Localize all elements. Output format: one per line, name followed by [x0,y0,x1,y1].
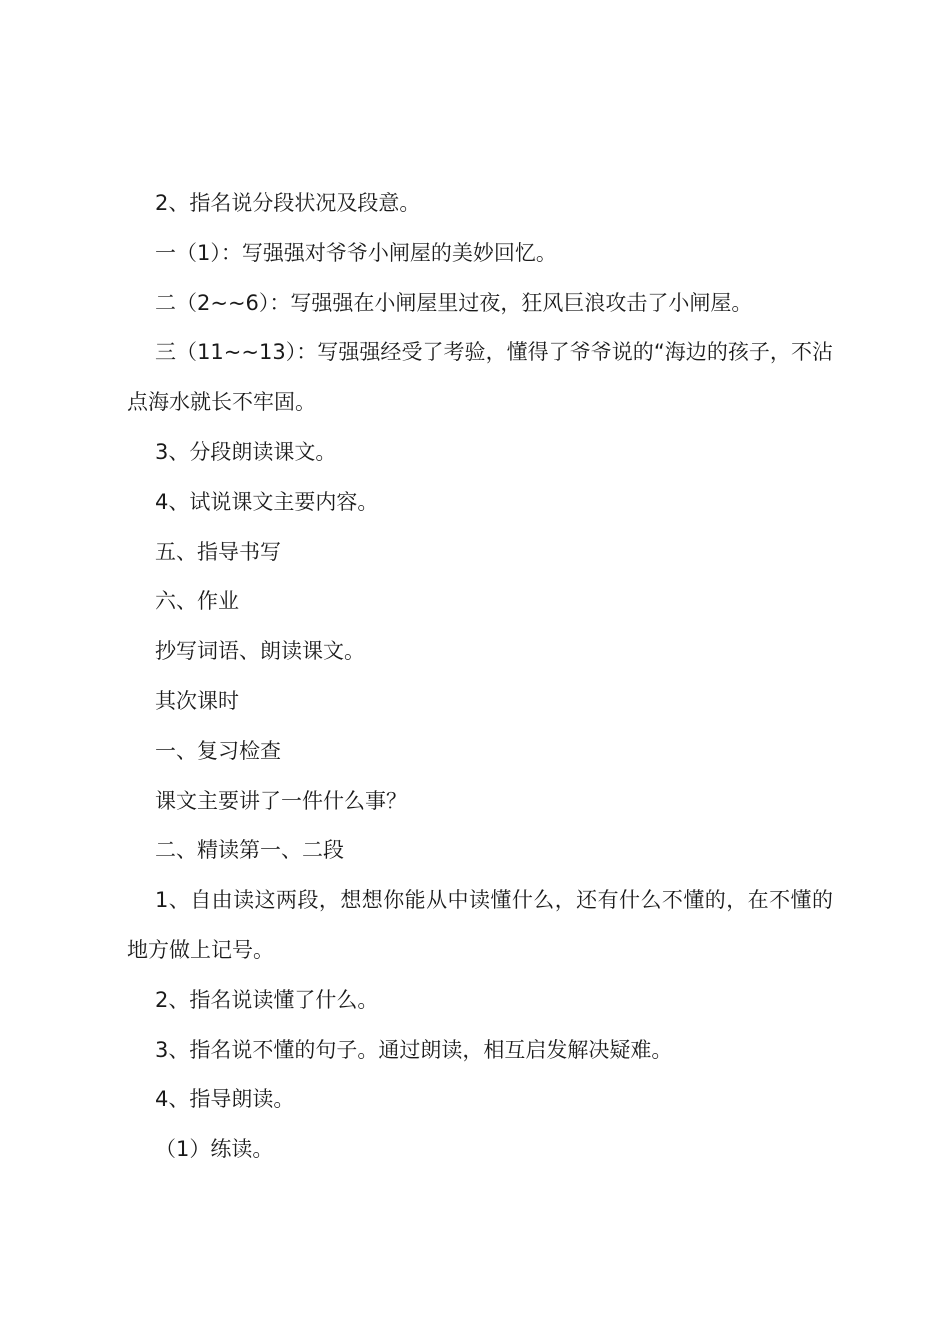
paragraph-not-understood: 3、指名说不懂的句子。通过朗读，相互启发解决疑难。 [155,1037,673,1062]
paragraph-4: 三（11~~13）：写强强经受了考验，懂得了爷爷说的“海边的孩子，不沾点海水就长不牢固。 [127,340,833,415]
paragraph-1: 2、指名说分段状况及段意。 [155,191,421,215]
section-heading-homework: 六、作业 [155,589,239,614]
paragraph-practice-reading: （1）练读。 [155,1137,274,1162]
paragraph-guided-reading: 4、指导朗读。 [155,1087,295,1112]
paragraph-6: 4、试说课文主要内容。 [155,489,379,514]
section-heading-writing: 五、指导书写 [155,539,281,564]
paragraph-review-question: 课文主要讲了一件什么事？ [155,788,407,813]
section-heading-review: 一、复习检查 [155,738,281,763]
section-heading-close-reading: 二、精读第一、二段 [155,838,344,863]
paragraph-2: 一（1）：写强强对爷爷小闸屋的美妙回忆。 [155,240,557,265]
paragraph-understood: 2、指名说读懂了什么。 [155,987,379,1012]
document-body [127,179,833,1175]
paragraph-5: 3、分段朗读课文。 [155,439,337,464]
paragraph-homework: 抄写词语、朗读课文。 [155,639,365,664]
paragraph-3: 二（2~~6）：写强强在小闸屋里过夜，狂风巨浪攻击了小闸屋。 [155,290,753,315]
paragraph-free-reading: 1、自由读这两段，想想你能从中读懂什么，还有什么不懂的，在不懂的地方做上记号。 [127,888,833,962]
lesson-heading: 其次课时 [155,688,239,713]
